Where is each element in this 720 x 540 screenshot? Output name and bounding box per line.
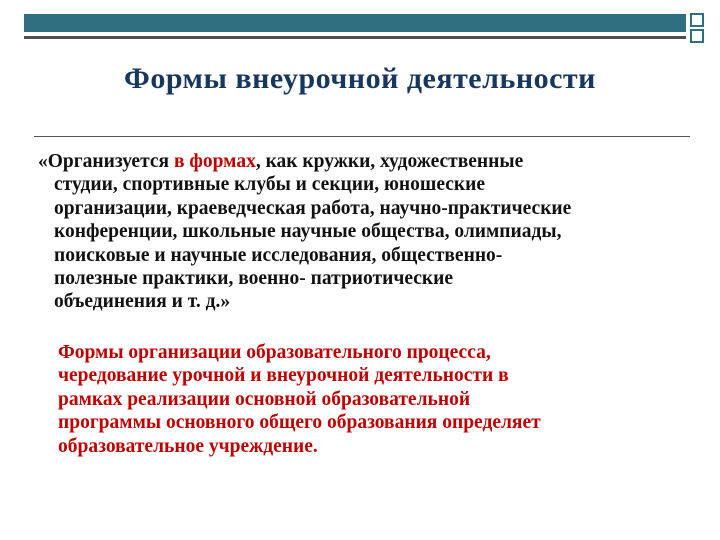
paragraph-line: организации, краеведческая работа, научно-практические	[54, 197, 572, 219]
top-decorative-line	[24, 36, 686, 39]
corner-square-icon	[690, 13, 704, 27]
paragraph-line: студии, спортивные клубы и секции, юношеские	[54, 174, 486, 196]
paragraph-line: чередование урочной и внеурочной деятельности в	[58, 365, 509, 387]
paragraph-organization-forms	[40, 341, 541, 458]
top-decorative-bar	[24, 14, 686, 32]
page-title: Формы внеурочной деятельности	[124, 62, 596, 95]
paragraph-line: рамках реализации основной образовательной	[58, 388, 471, 410]
paragraph-line: объединения и т. д.»	[54, 291, 231, 313]
title-divider	[34, 136, 690, 137]
paragraph-line: конференции, школьные научные общества, олимпиады,	[54, 221, 562, 243]
paragraph-line: программы основного общего образования определяет	[58, 412, 541, 434]
paragraph-forms-list	[38, 150, 571, 314]
corner-square-icon	[690, 29, 704, 43]
paragraph-line: полезные практики, военно- патриотические	[54, 268, 453, 290]
highlight-text: в формах	[173, 151, 256, 172]
paragraph-line: образовательное учреждение.	[58, 435, 318, 457]
paragraph-line: Формы организации образовательного процесса,	[58, 342, 491, 363]
paragraph-line: «Организуется в формах, как кружки, художественные	[38, 151, 524, 172]
paragraph-line: поисковые и научные исследования, общественно-	[54, 244, 503, 266]
